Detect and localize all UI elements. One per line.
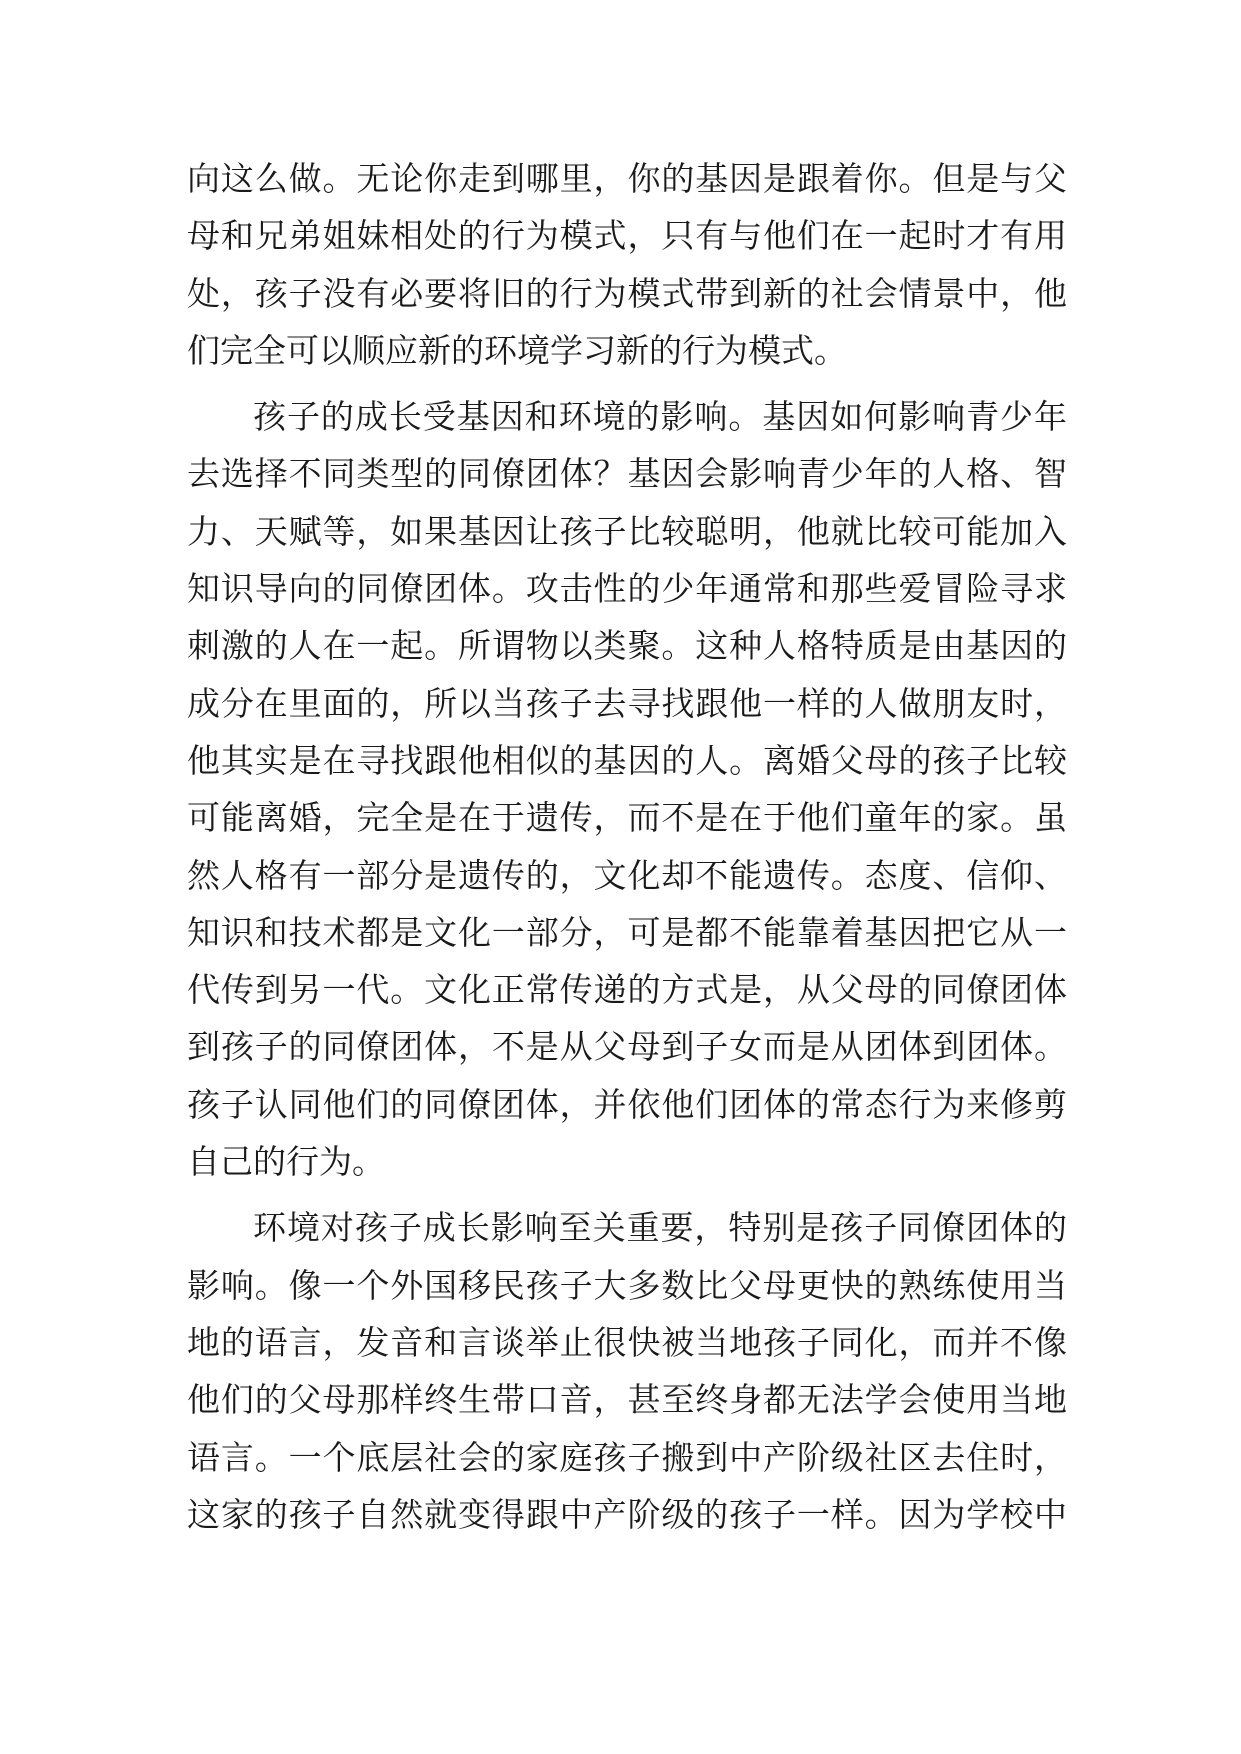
text-line: 他其实是在寻找跟他相似的基因的人。离婚父母的孩子比较 (187, 740, 1067, 780)
text-line: 知识导向的同僚团体。攻击性的少年通常和那些爱冒险寻求 (187, 569, 1067, 609)
text-line: 处，孩子没有必要将旧的行为模式带到新的社会情景中，他 (187, 273, 1067, 313)
text-line: 们完全可以顺应新的环境学习新的行为模式。 (187, 330, 847, 370)
text-line: 知识和技术都是文化一部分，可是都不能靠着基因把它从一 (187, 912, 1067, 952)
text-line: 孩子认同他们的同僚团体，并依他们团体的常态行为来修剪 (187, 1084, 1067, 1124)
text-line: 可能离婚，完全是在于遗传，而不是在于他们童年的家。虽 (187, 798, 1067, 838)
text-line: 然人格有一部分是遗传的，文化却不能遗传。态度、信仰、 (187, 855, 1067, 895)
text-line: 力、天赋等，如果基因让孩子比较聪明，他就比较可能加入 (187, 511, 1067, 551)
text-line: 向这么做。无论你走到哪里，你的基因是跟着你。但是与父 (187, 159, 1067, 198)
text-line: 代传到另一代。文化正常传递的方式是，从父母的同僚团体 (187, 970, 1067, 1010)
paragraph (187, 388, 1067, 1190)
text-line: 刺激的人在一起。所谓物以类聚。这种人格特质是由基因的 (187, 626, 1067, 666)
paragraph (187, 150, 1067, 379)
paragraph (187, 1199, 1067, 1543)
text-line: 环境对孩子成长影响至关重要，特别是孩子同僚团体的 (253, 1208, 1067, 1248)
text-line: 他们的父母那样终生带口音，甚至终身都无法学会使用当地 (187, 1380, 1067, 1420)
document-body (187, 150, 1067, 1543)
text-line: 去选择不同类型的同僚团体？基因会影响青少年的人格、智 (187, 454, 1067, 494)
text-line: 自己的行为。 (187, 1142, 385, 1182)
text-line: 母和兄弟姐妹相处的行为模式，只有与他们在一起时才有用 (187, 216, 1067, 256)
text-line: 影响。像一个外国移民孩子大多数比父母更快的熟练使用当 (187, 1265, 1067, 1305)
text-line: 到孩子的同僚团体，不是从父母到子女而是从团体到团体。 (187, 1027, 1067, 1067)
text-line: 成分在里面的，所以当孩子去寻找跟他一样的人做朋友时， (187, 683, 1067, 723)
text-line: 语言。一个底层社会的家庭孩子搬到中产阶级社区去住时， (187, 1437, 1067, 1477)
text-line: 孩子的成长受基因和环境的影响。基因如何影响青少年 (253, 397, 1067, 437)
text-line: 这家的孩子自然就变得跟中产阶级的孩子一样。因为学校中 (187, 1494, 1067, 1534)
text-line: 地的语言，发音和言谈举止很快被当地孩子同化，而并不像 (187, 1322, 1067, 1362)
